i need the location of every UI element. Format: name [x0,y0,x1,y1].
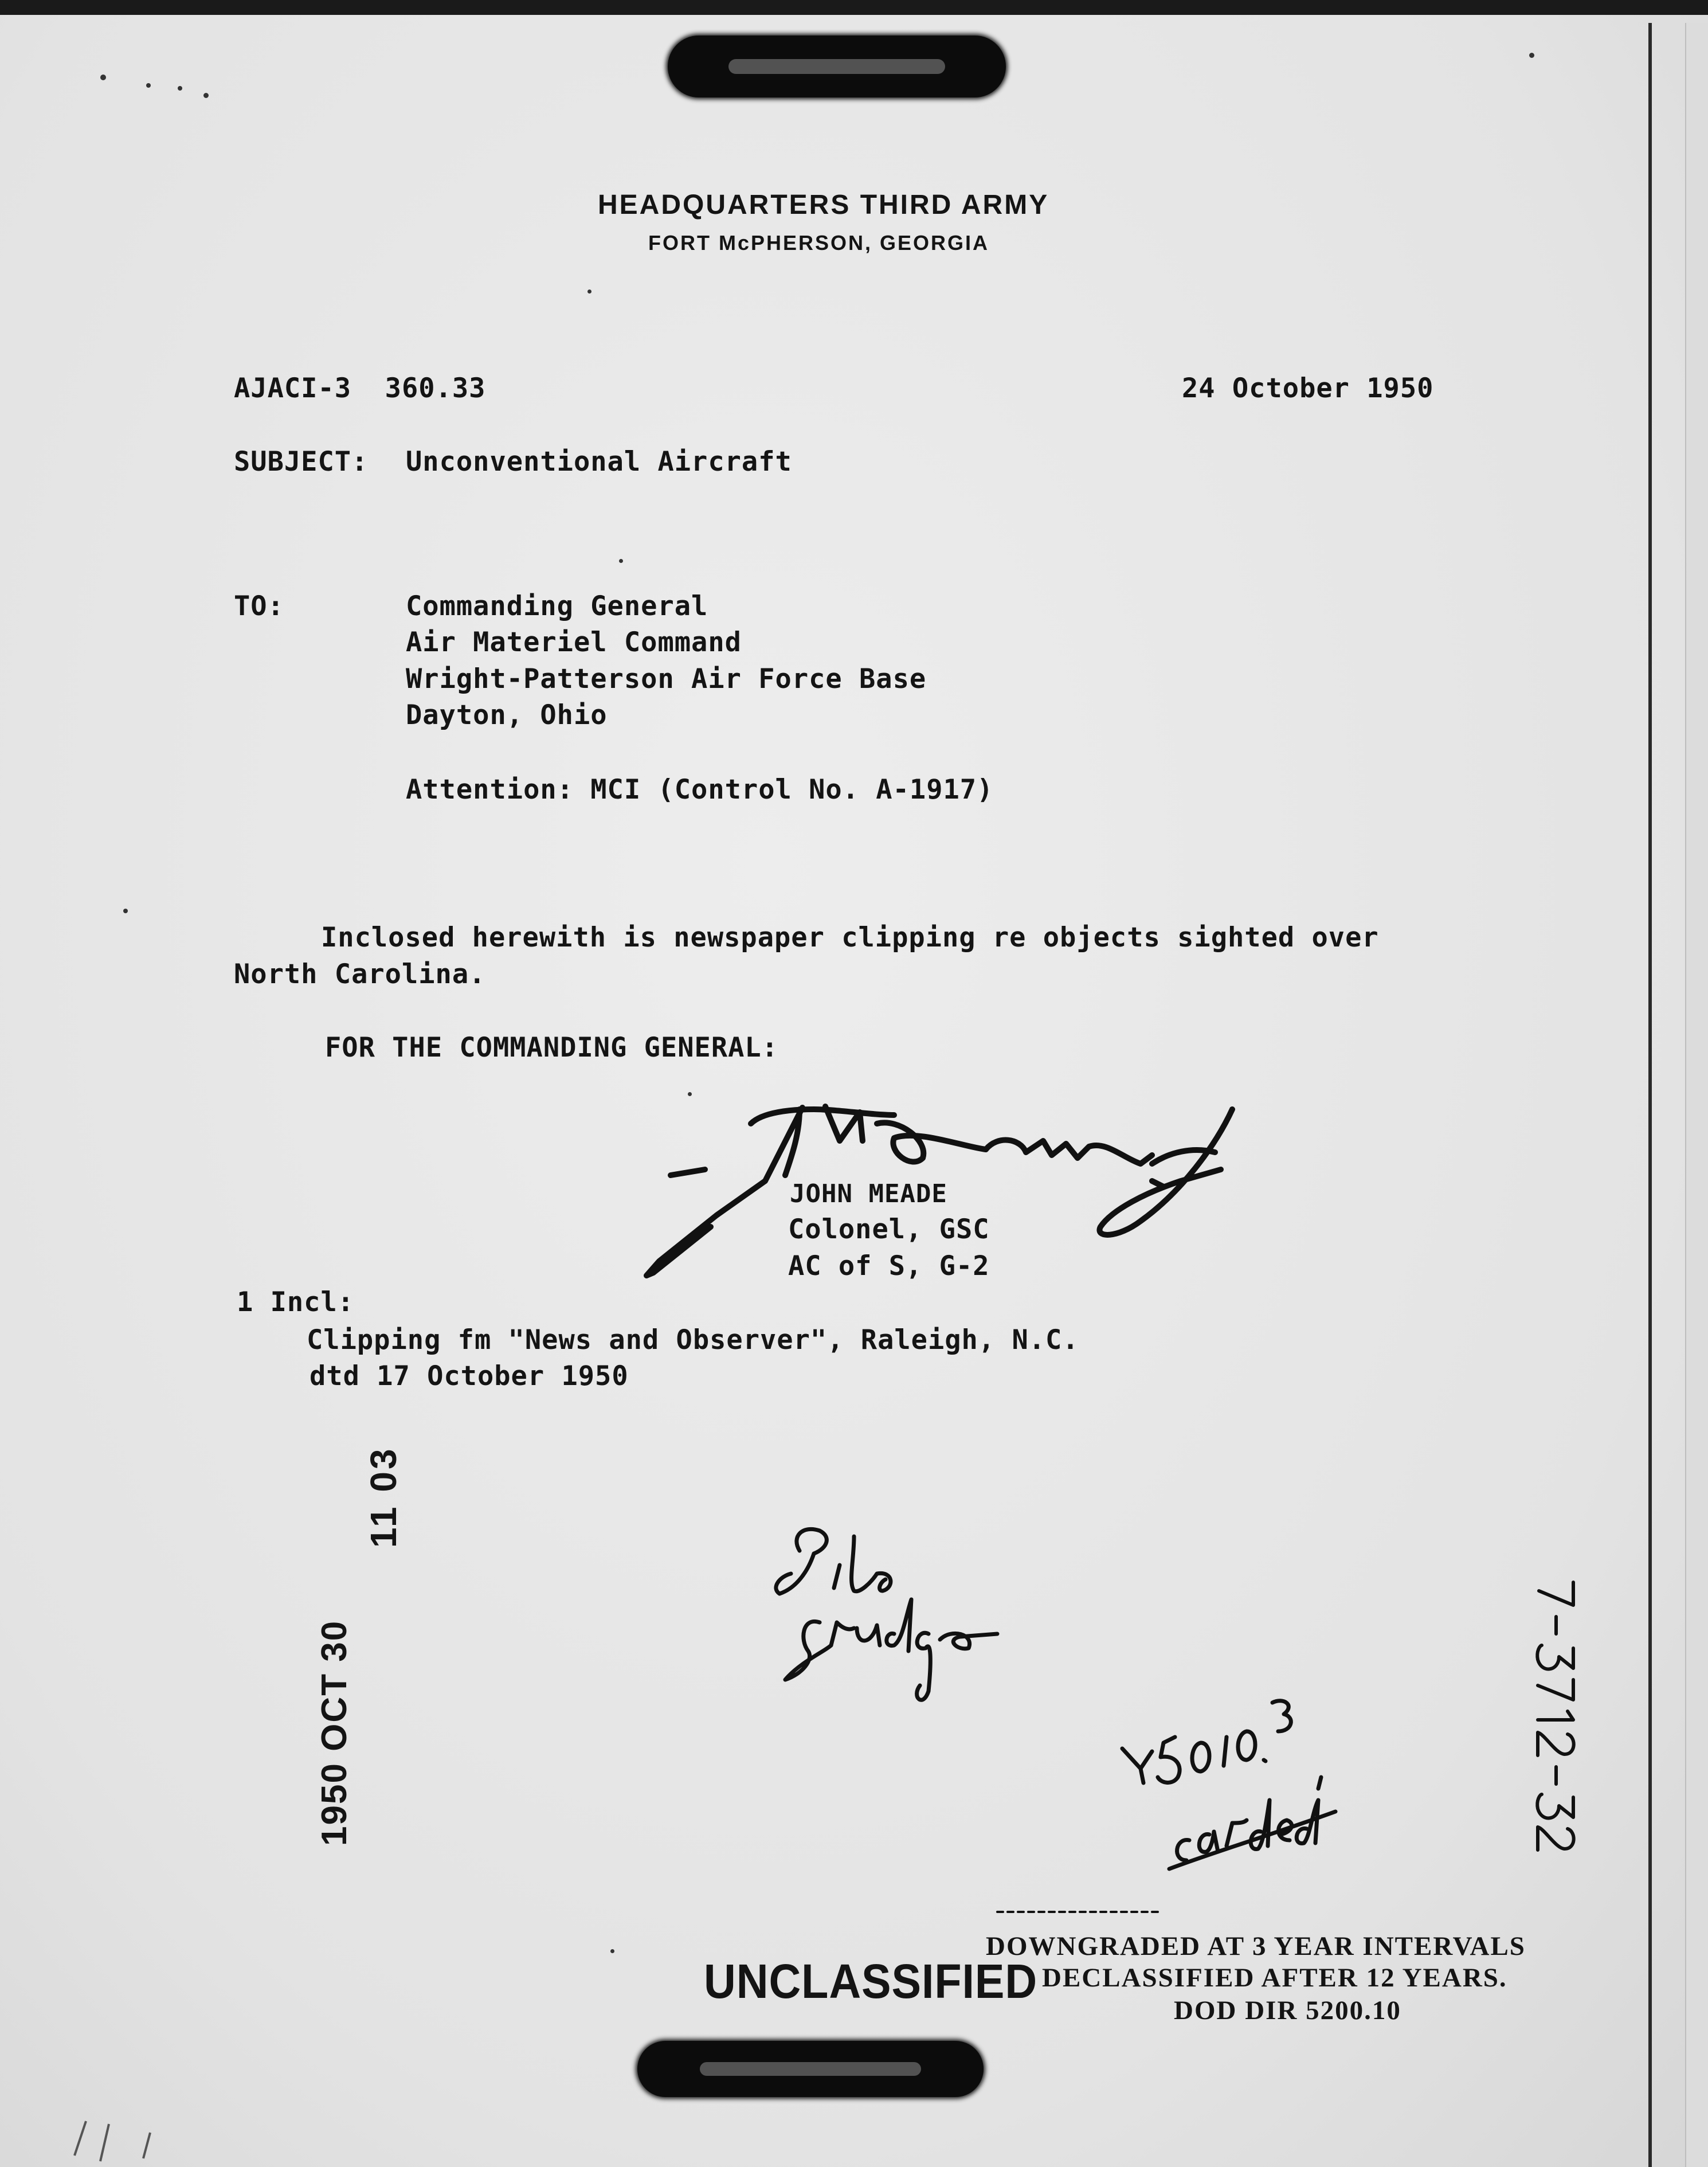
downgrade-line-1: DOWNGRADED AT 3 YEAR INTERVALS [986,1931,1526,1961]
downgrade-line-3: DOD DIR 5200.10 [1174,1996,1401,2025]
subject-label: SUBJECT: [234,446,369,478]
handwritten-file-note [776,1529,891,1594]
signer-name: JOHN MEADE [790,1179,947,1208]
file-reference: AJACI-3 360.33 [234,373,486,404]
scan-edge-smudge [75,2121,150,2161]
body-text-line-2: North Carolina. [234,959,486,990]
downgrade-line-2: DECLASSIFIED AFTER 12 YEARS. [1042,1963,1507,1993]
received-date-stamp: 1950 OCT 30 [315,1620,354,1846]
attention-line: Attention: MCI (Control No. A-1917) [406,774,994,805]
signer-rank: Colonel, GSC [788,1214,990,1245]
addressee-line: Dayton, Ohio [406,699,608,731]
received-time-stamp: 11 03 [363,1446,404,1548]
letterhead-title: HEADQUARTERS THIRD ARMY [598,190,1049,220]
inclosure-line-1: Clipping fm "News and Observer", Raleigh, N.C. [307,1324,1079,1356]
handwritten-file-text [0,0,1,1]
signer-title: AC of S, G-2 [788,1250,990,1282]
letter-date: 24 October 1950 [1182,373,1434,404]
closing-line: FOR THE COMMANDING GENERAL: [325,1032,779,1063]
to-label: TO: [234,590,284,622]
addressee-line: Air Materiel Command [406,627,742,658]
addressee-line: Commanding General [406,590,708,622]
addressee-line: Wright-Patterson Air Force Base [406,663,927,695]
signature-scrawl [647,1106,1232,1276]
handwritten-carded-note [1169,1777,1335,1869]
subject-value: Unconventional Aircraft [406,446,792,478]
unclassified-stamp: UNCLASSIFIED [704,1954,1038,2008]
inclosure-label: 1 Incl: [237,1286,355,1318]
body-text-line-1: Inclosed herewith is newspaper clipping re objects sighted over [321,922,1379,953]
handwritten-file-number [1122,1701,1291,1783]
handwritten-margin-number [1537,1582,1573,1850]
inclosure-line-2: dtd 17 October 1950 [310,1360,629,1392]
letterhead-location: FORT McPHERSON, GEORGIA [648,231,990,255]
handwritten-grudge-note [785,1599,997,1700]
